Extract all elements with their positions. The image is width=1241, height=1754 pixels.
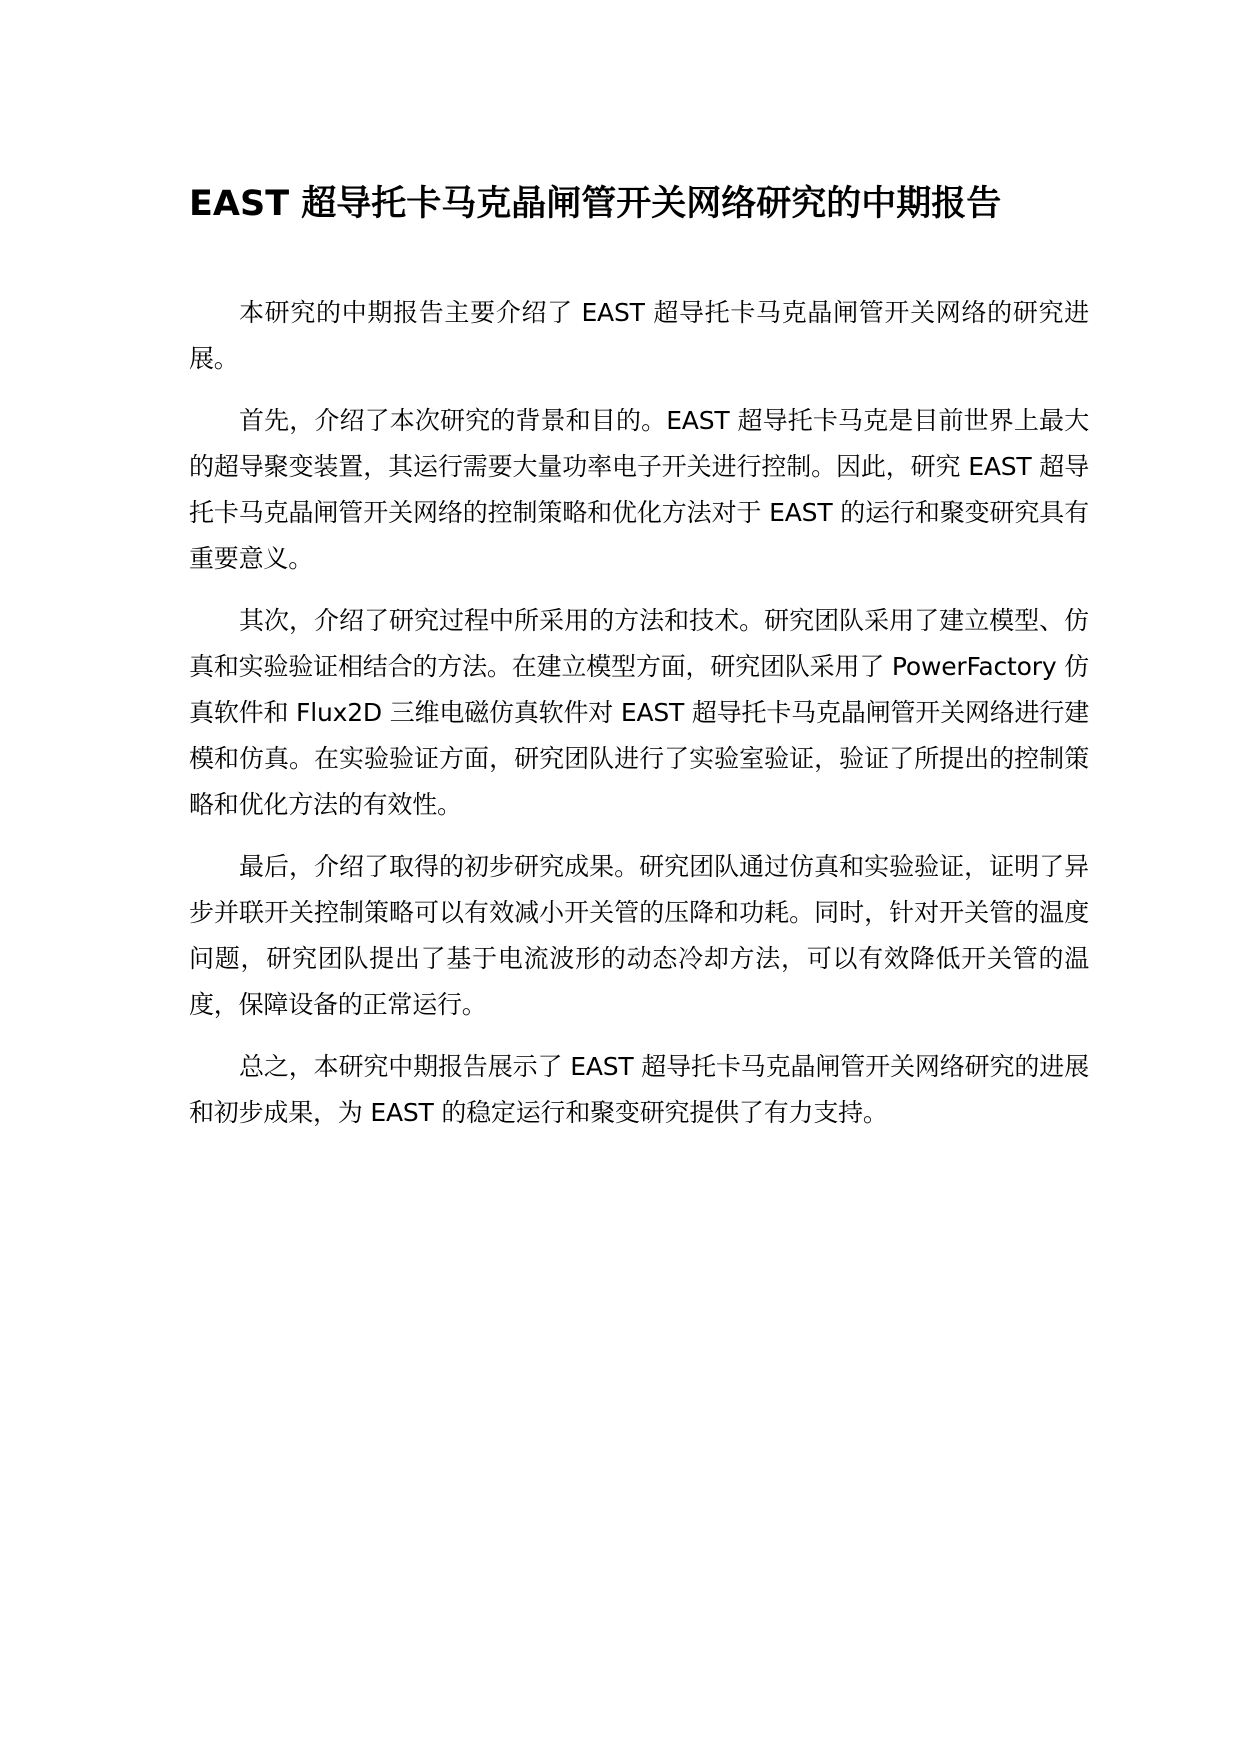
- document-title: EAST 超导托卡马克晶闸管开关网络研究的中期报告: [189, 184, 1002, 224]
- paragraph-intro: 本研究的中期报告主要介绍了 EAST 超导托卡马克晶闸管开关网络的研究进展。: [189, 298, 1089, 373]
- paragraph-results: 最后，介绍了取得的初步研究成果。研究团队通过仿真和实验验证，证明了异步并联开关控制策略可以有效减小开关管的压降和功耗。同时，针对开关管的温度问题，研究团队提出了基于电流波形的动态冷却方法，可以有效降低开关管的温度，保障设备的正常运行。: [189, 852, 1089, 1019]
- paragraph-conclusion: 总之，本研究中期报告展示了 EAST 超导托卡马克晶闸管开关网络研究的进展和初步成果，为 EAST 的稳定运行和聚变研究提供了有力支持。: [189, 1052, 1089, 1127]
- paragraph-background: 首先，介绍了本次研究的背景和目的。EAST 超导托卡马克是目前世界上最大的超导聚变装置，其运行需要大量功率电子开关进行控制。因此，研究 EAST 超导托卡马克晶闸管开关网络的控制策略和优化方法对于 EAST 的运行和聚变研究具有重要意义。: [189, 406, 1089, 573]
- document-body: [189, 290, 1089, 1152]
- paragraph-methods: 其次，介绍了研究过程中所采用的方法和技术。研究团队采用了建立模型、仿真和实验验证相结合的方法。在建立模型方面，研究团队采用了 PowerFactory 仿真软件和 Flux2D 三维电磁仿真软件对 EAST 超导托卡马克晶闸管开关网络进行建模和仿真。在实验验证方面，研究团队进行了实验室验证，验证了所提出的控制策略和优化方法的有效性。: [189, 606, 1089, 819]
